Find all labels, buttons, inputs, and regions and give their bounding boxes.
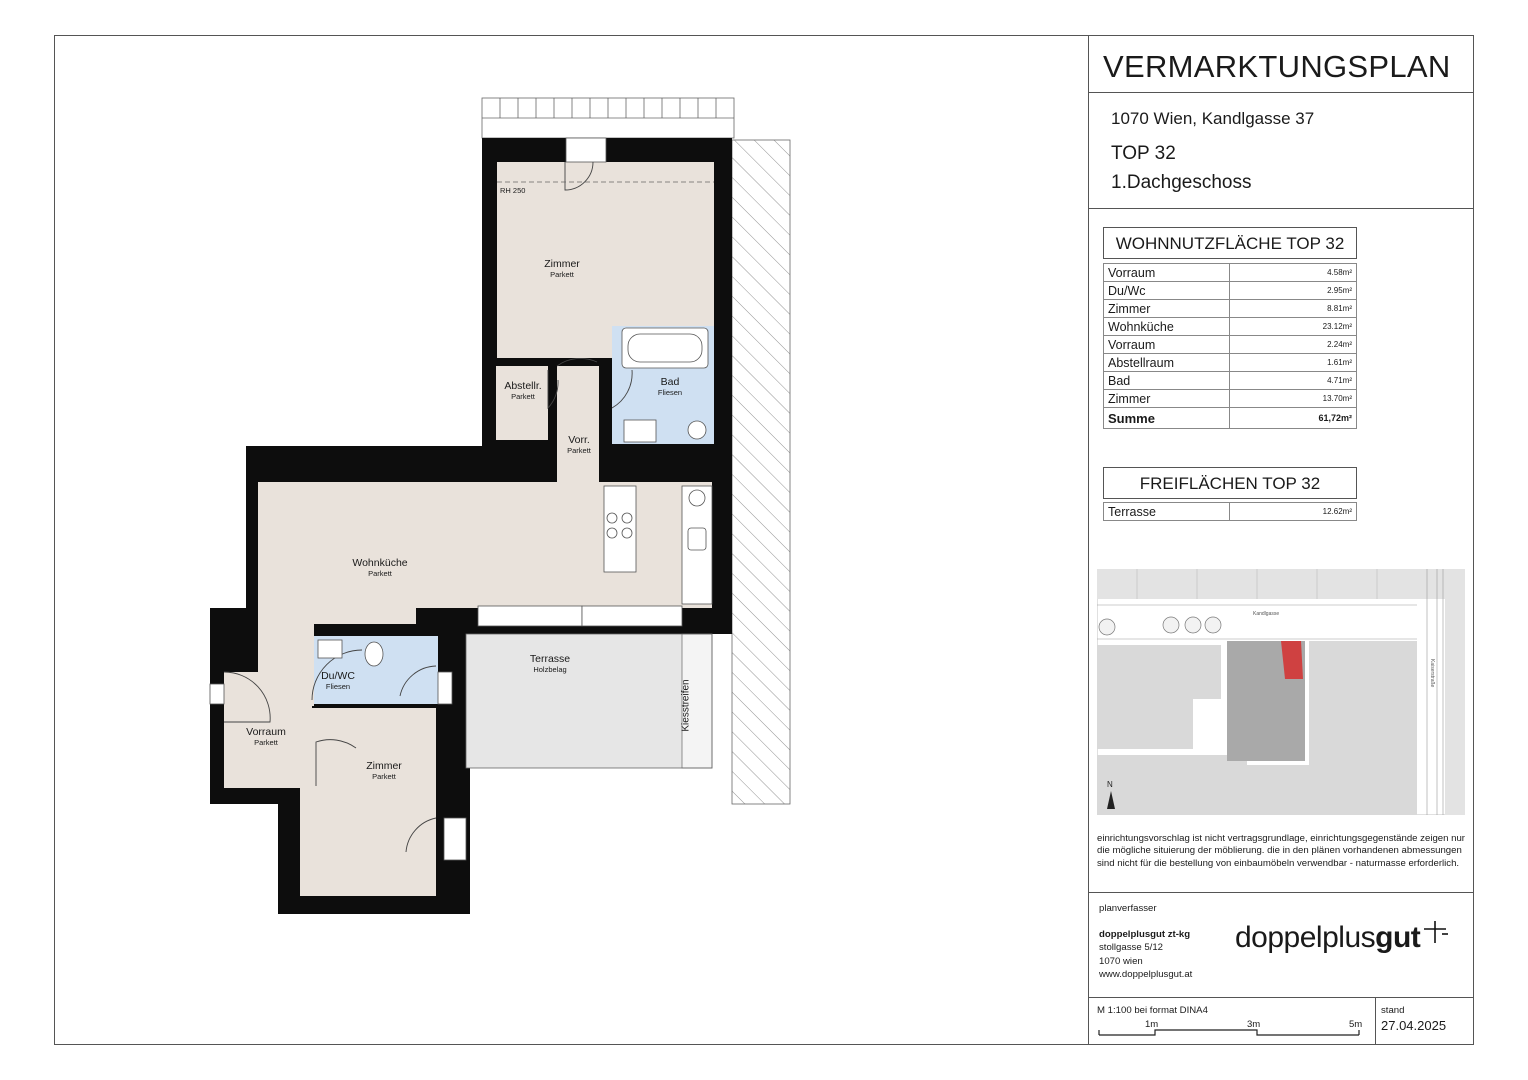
area-value: 4.58m² [1230, 264, 1357, 282]
planverfasser-label: planverfasser [1099, 903, 1157, 914]
sum-value: 61,72m² [1230, 408, 1357, 429]
room-terrasse [530, 653, 570, 674]
bathtub [622, 328, 708, 368]
logo-plus-icon [1422, 921, 1448, 945]
scale-mark-3m: 3m [1247, 1019, 1261, 1030]
area-value: 13.70m² [1230, 390, 1357, 408]
room-zimmer-2 [366, 760, 402, 781]
divider [1089, 208, 1474, 209]
room-name: Zimmer [366, 760, 402, 772]
unit-number: TOP 32 [1111, 143, 1176, 164]
area-name: Zimmer [1104, 390, 1230, 408]
area-name: Terrasse [1104, 503, 1230, 521]
location-map [1097, 569, 1465, 815]
firm-details [1099, 928, 1192, 982]
firm-name: doppelplusgut zt-kg [1099, 929, 1191, 940]
room-material: Fliesen [325, 682, 351, 691]
room-vorraum [246, 726, 286, 747]
room-name: Abstellr. [504, 380, 542, 392]
gravel-strip-label: Kiesstreifen [680, 679, 692, 732]
room-wohnkueche [352, 557, 407, 578]
plan-title: VERMARKTUNGSPLAN [1103, 49, 1451, 84]
area-value: 2.24m² [1230, 336, 1357, 354]
firm-street: stollgasse 5/12 [1099, 942, 1163, 954]
area-name: Vorraum [1104, 336, 1230, 354]
scale-text: M 1:100 bei format DINA4 [1097, 1005, 1208, 1016]
disclaimer-note: einrichtungsvorschlag ist nicht vertragsgrundlage, einrichtungsgegenstände zeigen nur die mögliche situierung der möblierung. die in den plänen vorhandenen abmessungen sind nicht für die bestellung von einbaumöbeln verwendbar - naturmasse erforderlich. [1097, 833, 1465, 869]
room-material: Parkett [550, 270, 574, 279]
divider [1089, 892, 1474, 893]
room-material: Holzbelag [533, 665, 567, 674]
title-block [1088, 35, 1474, 1045]
side-street-label: Kaiserstraße [1429, 659, 1435, 688]
table-row [1104, 390, 1357, 408]
table-row [1104, 503, 1357, 521]
firm-city: 1070 wien [1099, 955, 1143, 967]
divider [1089, 997, 1474, 998]
room-name: Terrasse [529, 653, 571, 665]
area-name: Bad [1104, 372, 1230, 390]
room-material: Parkett [368, 569, 392, 578]
room-name: Zimmer [544, 258, 580, 270]
area-value: 1.61m² [1230, 354, 1357, 372]
room-name: Vorr. [568, 434, 590, 446]
address: 1070 Wien, Kandlgasse 37 [1111, 109, 1315, 128]
room-height-label: RH 250 [500, 186, 526, 195]
table-row [1104, 282, 1357, 300]
scale-bar [1097, 1017, 1369, 1041]
area-value: 23.12m² [1230, 318, 1357, 336]
top-railing [482, 98, 734, 138]
room-vorraum-small [567, 434, 591, 455]
area-value: 8.81m² [1230, 300, 1357, 318]
room-material: Parkett [511, 392, 535, 401]
area-value: 12.62m² [1230, 503, 1357, 521]
north-arrow-label: N [1107, 780, 1113, 789]
neighbour-wall-hatch [732, 140, 790, 804]
room-name: Bad [660, 376, 680, 388]
plan-date: 27.04.2025 [1381, 1018, 1447, 1033]
area-name: Zimmer [1104, 300, 1230, 318]
floor-label: 1.Dachgeschoss [1111, 172, 1252, 193]
room-name: Du/WC [321, 670, 355, 682]
room-bad [658, 376, 682, 397]
scale-mark-1m: 1m [1145, 1019, 1159, 1030]
firm-web[interactable]: www.doppelplusgut.at [1099, 969, 1193, 981]
room-material: Parkett [372, 772, 396, 781]
stand-label: stand [1381, 1005, 1405, 1016]
area-name: Wohnküche [1104, 318, 1230, 336]
area-name: Du/Wc [1104, 282, 1230, 300]
sum-row [1104, 408, 1357, 429]
table-row [1104, 318, 1357, 336]
table-row [1104, 336, 1357, 354]
free-area-table [1103, 502, 1357, 521]
area-table [1103, 263, 1357, 429]
area-value: 4.71m² [1230, 372, 1357, 390]
area-name: Vorraum [1104, 264, 1230, 282]
table-row [1104, 300, 1357, 318]
scale-mark-5m: 5m [1349, 1019, 1363, 1030]
divider [1089, 92, 1474, 93]
room-du-wc [321, 670, 355, 691]
room-material: Fliesen [657, 388, 683, 397]
room-zimmer-1 [544, 258, 580, 279]
logo-text-light: doppelplus [1235, 921, 1376, 954]
sum-label: Summe [1104, 408, 1230, 429]
area-value: 2.95m² [1230, 282, 1357, 300]
room-name: Vorraum [246, 726, 286, 738]
room-material: Parkett [567, 446, 591, 455]
table-row [1104, 372, 1357, 390]
table-row [1104, 264, 1357, 282]
room-material: Parkett [254, 738, 278, 747]
divider [1375, 997, 1376, 1045]
company-logo [1235, 921, 1448, 955]
room-name: Wohnküche [352, 557, 408, 569]
table-row [1104, 354, 1357, 372]
free-area-heading: FREIFLÄCHEN TOP 32 [1103, 467, 1357, 499]
logo-text-bold: gut [1375, 921, 1421, 954]
area-heading: WOHNNUTZFLÄCHE TOP 32 [1103, 227, 1357, 259]
area-name: Abstellraum [1104, 354, 1230, 372]
street-label: Kandlgasse [1253, 611, 1280, 617]
room-abstellraum [504, 380, 541, 401]
